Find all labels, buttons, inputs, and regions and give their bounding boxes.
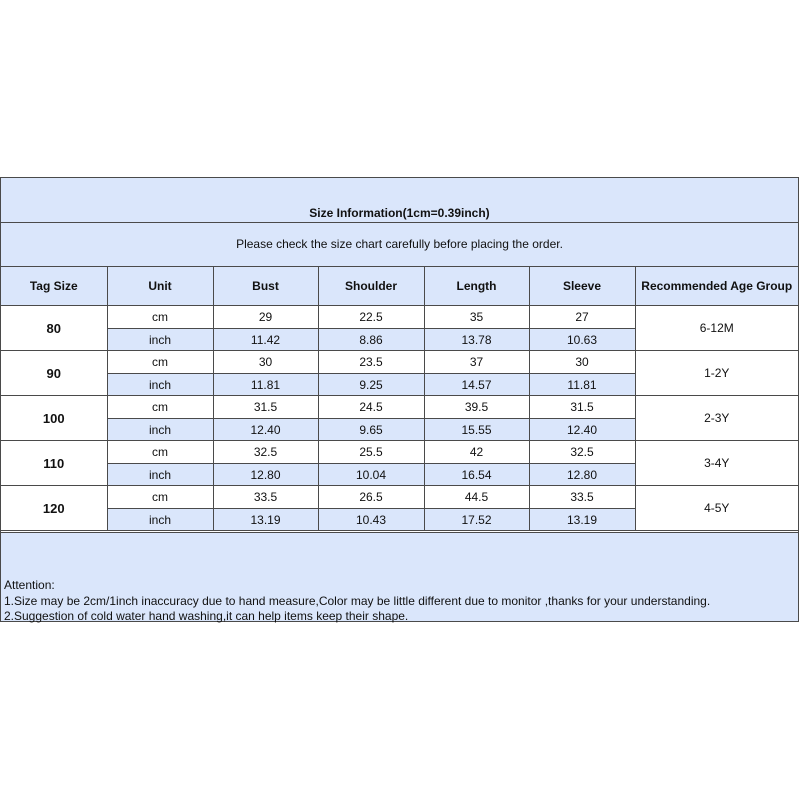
sleeve-cell: 11.81 (529, 374, 635, 396)
header-unit: Unit (107, 267, 213, 306)
bust-cell: 12.40 (213, 419, 318, 441)
length-cell: 39.5 (424, 396, 529, 419)
header-tag-size: Tag Size (1, 267, 107, 306)
attention-note-2: 2.Suggestion of cold water hand washing,it can help items keep their shape. (4, 609, 409, 623)
shoulder-cell: 8.86 (318, 329, 424, 351)
unit-cell: inch (107, 509, 213, 531)
bust-cell: 11.81 (213, 374, 318, 396)
shoulder-cell: 22.5 (318, 306, 424, 329)
shoulder-cell: 23.5 (318, 351, 424, 374)
sleeve-cell: 32.5 (529, 441, 635, 464)
bust-cell: 30 (213, 351, 318, 374)
sleeve-cell: 30 (529, 351, 635, 374)
shoulder-cell: 10.04 (318, 464, 424, 486)
tag-size-cell: 90 (1, 351, 107, 396)
size-chart (0, 177, 799, 622)
table-row (1, 351, 798, 374)
header-row (1, 267, 798, 306)
attention-note-1: 1.Size may be 2cm/1inch inaccuracy due to hand measure,Color may be little different due to monitor ,thanks for your understanding. (4, 593, 711, 608)
chart-title: Size Information(1cm=0.39inch) (309, 206, 490, 220)
header-length: Length (424, 267, 529, 306)
sleeve-cell: 33.5 (529, 486, 635, 509)
shoulder-cell: 25.5 (318, 441, 424, 464)
subtitle-band (1, 223, 798, 267)
shoulder-cell: 24.5 (318, 396, 424, 419)
length-cell: 42 (424, 441, 529, 464)
length-cell: 44.5 (424, 486, 529, 509)
size-table (1, 267, 798, 531)
attention-heading: Attention: (4, 578, 55, 592)
bust-cell: 12.80 (213, 464, 318, 486)
title-band (1, 178, 798, 223)
unit-cell: cm (107, 486, 213, 509)
bust-cell: 13.19 (213, 509, 318, 531)
age-group-cell: 6-12M (635, 306, 798, 351)
table-row (1, 441, 798, 464)
age-group-cell: 1-2Y (635, 351, 798, 396)
length-cell: 17.52 (424, 509, 529, 531)
tag-size-cell: 100 (1, 396, 107, 441)
unit-cell: cm (107, 441, 213, 464)
sleeve-cell: 31.5 (529, 396, 635, 419)
sleeve-cell: 10.63 (529, 329, 635, 351)
bust-cell: 31.5 (213, 396, 318, 419)
tag-size-cell: 80 (1, 306, 107, 351)
length-cell: 16.54 (424, 464, 529, 486)
shoulder-cell: 26.5 (318, 486, 424, 509)
age-group-cell: 2-3Y (635, 396, 798, 441)
unit-cell: inch (107, 374, 213, 396)
bust-cell: 33.5 (213, 486, 318, 509)
shoulder-cell: 10.43 (318, 509, 424, 531)
bust-cell: 32.5 (213, 441, 318, 464)
notes-band (1, 532, 798, 621)
length-cell: 14.57 (424, 374, 529, 396)
unit-cell: inch (107, 329, 213, 351)
unit-cell: cm (107, 396, 213, 419)
sleeve-cell: 12.80 (529, 464, 635, 486)
sleeve-cell: 27 (529, 306, 635, 329)
tag-size-cell: 110 (1, 441, 107, 486)
unit-cell: cm (107, 306, 213, 329)
header-shoulder: Shoulder (318, 267, 424, 306)
tag-size-cell: 120 (1, 486, 107, 531)
table-row (1, 486, 798, 509)
bust-cell: 11.42 (213, 329, 318, 351)
length-cell: 15.55 (424, 419, 529, 441)
age-group-cell: 4-5Y (635, 486, 798, 531)
unit-cell: inch (107, 419, 213, 441)
header-bust: Bust (213, 267, 318, 306)
shoulder-cell: 9.65 (318, 419, 424, 441)
header-sleeve: Sleeve (529, 267, 635, 306)
table-row (1, 396, 798, 419)
attention-notes (4, 578, 710, 625)
header-age-group: Recommended Age Group (635, 267, 798, 306)
length-cell: 13.78 (424, 329, 529, 351)
sleeve-cell: 13.19 (529, 509, 635, 531)
age-group-cell: 3-4Y (635, 441, 798, 486)
shoulder-cell: 9.25 (318, 374, 424, 396)
length-cell: 37 (424, 351, 529, 374)
table-row (1, 306, 798, 329)
unit-cell: inch (107, 464, 213, 486)
length-cell: 35 (424, 306, 529, 329)
chart-subtitle: Please check the size chart carefully before placing the order. (236, 237, 563, 251)
bust-cell: 29 (213, 306, 318, 329)
sleeve-cell: 12.40 (529, 419, 635, 441)
unit-cell: cm (107, 351, 213, 374)
